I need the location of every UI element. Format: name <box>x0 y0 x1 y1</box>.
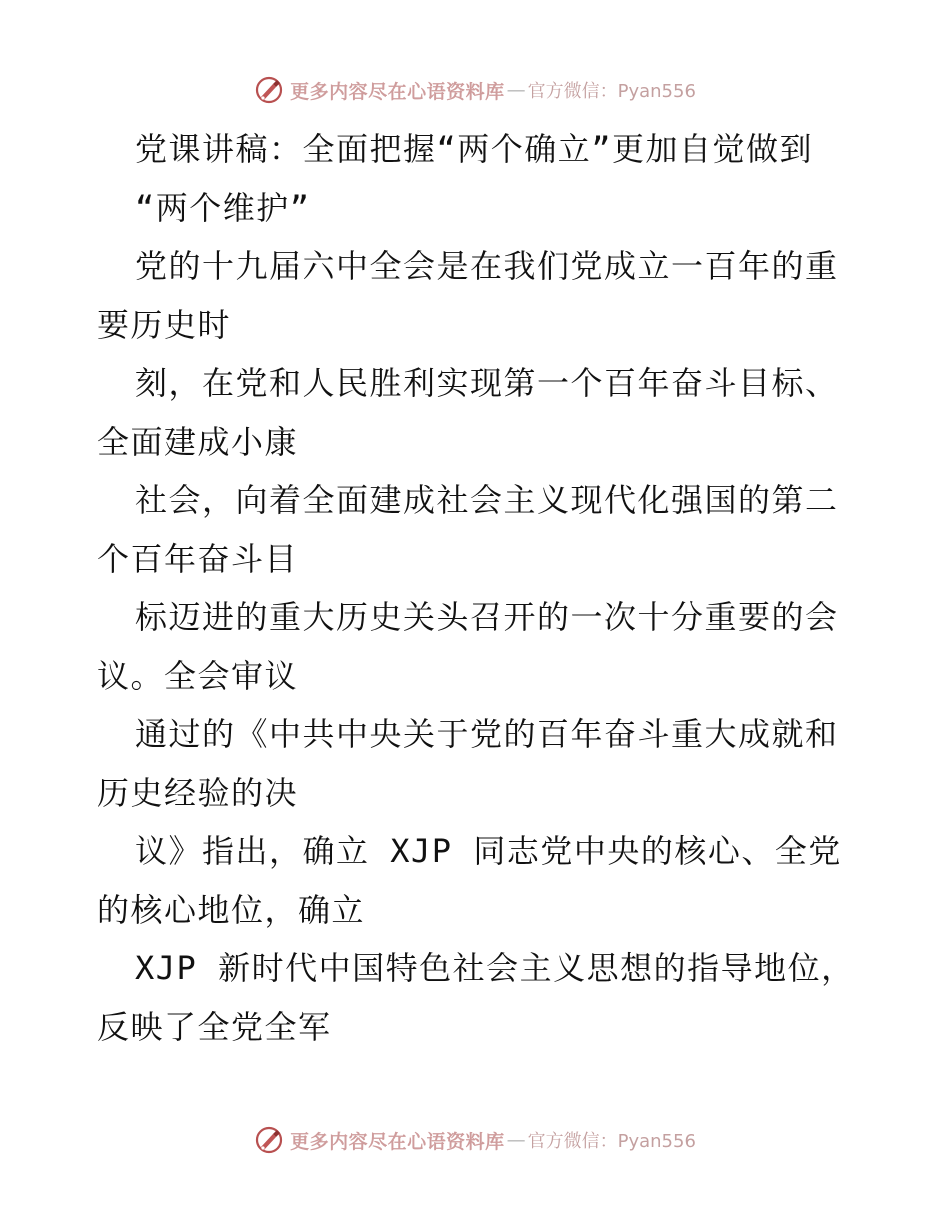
body-text-line: 议》指出，确立 XJP 同志党中央的核心、全党 <box>135 832 842 870</box>
body-text-line: 要历史时 <box>97 305 232 344</box>
document-title-line-2: “两个维护” <box>135 188 311 227</box>
body-text-line: 党的十九届六中全会是在我们党成立一百年的重 <box>135 247 839 285</box>
body-text-line: 全面建成小康 <box>97 422 299 461</box>
body-text-line: 通过的《中共中央关于党的百年奋斗重大成就和 <box>135 715 839 753</box>
watermark-brand-text: 更多内容尽在心语资料库 <box>290 1130 505 1153</box>
body-text-line: 反映了全党全军 <box>97 1007 332 1046</box>
pen-logo-icon <box>254 1125 284 1155</box>
watermark-separator: — <box>506 1129 526 1151</box>
header-watermark <box>0 73 950 107</box>
footer-watermark <box>0 1123 950 1157</box>
body-text-line: 的核心地位，确立 <box>97 890 366 929</box>
watermark-brand-text: 更多内容尽在心语资料库 <box>290 80 505 103</box>
document-body <box>97 120 857 1056</box>
body-text-line: XJP 新时代中国特色社会主义思想的指导地位， <box>135 949 855 987</box>
body-text-line: 个百年奋斗目 <box>97 539 299 578</box>
pen-logo-icon <box>254 75 284 105</box>
body-text-line: 议。全会审议 <box>97 656 299 695</box>
watermark-contact-text: 官方微信：Pyan556 <box>527 1131 696 1152</box>
body-text-line: 刻，在党和人民胜利实现第一个百年奋斗目标、 <box>135 364 839 402</box>
watermark-contact-text: 官方微信：Pyan556 <box>527 81 696 102</box>
body-text-line: 标迈进的重大历史关头召开的一次十分重要的会 <box>135 598 839 636</box>
body-text-line: 历史经验的决 <box>97 773 299 812</box>
document-paragraph <box>97 237 857 1056</box>
body-text-line: 社会，向着全面建成社会主义现代化强国的第二 <box>135 481 839 519</box>
document-title-line-1: 党课讲稿：全面把握“两个确立”更加自觉做到 <box>135 130 814 168</box>
watermark-separator: — <box>506 79 526 101</box>
